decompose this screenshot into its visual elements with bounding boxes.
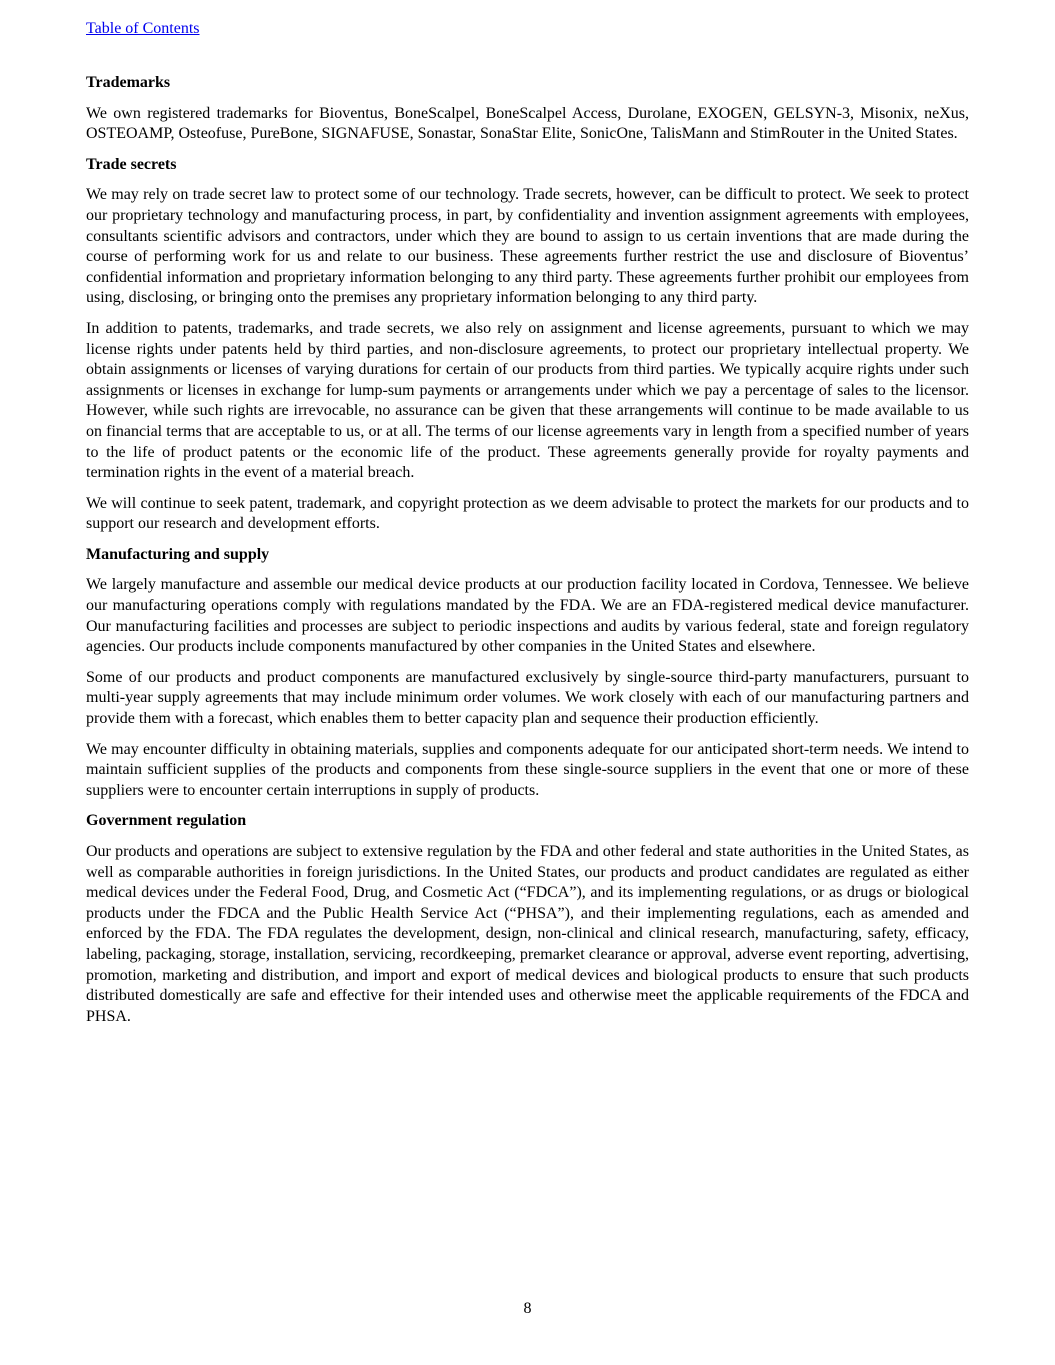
trademarks-paragraph-1: We own registered trademarks for Bioventus, BoneScalpel, BoneScalpel Access, Durolane, EXOGEN, GELSYN-3, Misonix, neXus, OSTEOAMP, Osteofuse, PureBone, SIGNAFUSE, Sonastar, SonaStar Elite, SonicOne, TalisMann and StimRouter in the United States. <box>86 104 969 143</box>
document-body <box>86 73 969 1037</box>
trade-secrets-paragraph-1: We may rely on trade secret law to protect some of our technology. Trade secrets, however, can be difficult to protect. We seek to protect our proprietary technology and manufacturing process, in part, by confidentiality and invention assignment agreements with employees, consultants scientific advisors and contractors, under which they are bound to assign to us certain inventions that are made during the course of performing work for us and relate to our business. These agreements further restrict the use and disclosure of Bioventus’ confidential information and proprietary information belonging to any third party. These agreements further prohibit our employees from using, disclosing, or bringing onto the premises any proprietary information belonging to any third party. <box>86 186 969 307</box>
government-regulation-paragraph-1: Our products and operations are subject to extensive regulation by the FDA and other federal and state authorities in the United States, as well as comparable authorities in foreign jurisdictions. In the United States, our products and product candidates are regulated as either medical devices under the Federal Food, Drug, and Cosmetic Act (“FDCA”), and its implementing regulations, or as drugs or biological products under the FDCA and the Public Health Service Act (“PHSA”), and their implementing regulations, each as amended and enforced by the FDA. The FDA regulates the development, design, non-clinical and clinical research, manufacturing, safety, efficacy, labeling, packaging, storage, installation, servicing, recordkeeping, premarket clearance or approval, adverse event reporting, advertising, promotion, marketing and distribution, and import and export of medical devices and biological products to ensure that such products distributed domestically are safe and effective for their intended uses and otherwise meet the applicable requirements of the FDCA and PHSA. <box>86 843 969 1025</box>
manufacturing-paragraph-3: We may encounter difficulty in obtaining materials, supplies and components adequate for our anticipated short-term needs. We intend to maintain sufficient supplies of the products and components from these single-source suppliers in the event that one or more of these suppliers were to encounter certain interruptions in supply of products. <box>86 740 969 799</box>
table-of-contents-link[interactable]: Table of Contents <box>86 20 200 37</box>
manufacturing-heading: Manufacturing and supply <box>86 545 270 563</box>
government-regulation-heading: Government regulation <box>86 812 247 830</box>
manufacturing-paragraph-2: Some of our products and product components are manufactured exclusively by single-source third-party manufacturers, pursuant to multi-year supply agreements that may include minimum order volumes. We work closely with each of our manufacturing partners and provide them with a forecast, which enables them to better capacity plan and sequence their production efficiently. <box>86 668 969 728</box>
trademarks-heading: Trademarks <box>86 74 171 91</box>
trade-secrets-paragraph-2: In addition to patents, trademarks, and trade secrets, we also rely on assignment and license agreements, pursuant to which we may license rights under patents held by third parties, and non-disclosure agreements, to protect our proprietary intellectual property. We obtain assignments or licenses of varying durations for certain of our products from third parties. We typically acquire rights under such assignments or licenses in exchange for lump-sum payments or arrangements under which we pay a percentage of sales to the licensor. However, while such rights are irrevocable, no assurance can be given that these arrangements will continue to be made available to us on financial terms that are acceptable to us, or at all. The terms of our license agreements vary in length from a specified number of years to the life of product patents or the economic life of the product. These agreements generally provide for royalty payments and termination rights in the event of a material breach. <box>86 319 969 482</box>
trade-secrets-heading: Trade secrets <box>86 155 177 173</box>
page-number: 8 <box>523 1300 532 1317</box>
trade-secrets-paragraph-3: We will continue to seek patent, trademark, and copyright protection as we deem advisable to protect the markets for our products and to support our research and development efforts. <box>86 494 969 533</box>
manufacturing-paragraph-1: We largely manufacture and assemble our medical device products at our production facility located in Cordova, Tennessee. We believe our manufacturing operations comply with regulations mandated by the FDA. We are an FDA-registered medical device manufacturer. Our manufacturing facilities and processes are subject to periodic inspections and audits by various federal, state and foreign regulatory agencies. Our products include components manufactured by other companies in the United States and elsewhere. <box>86 576 969 656</box>
